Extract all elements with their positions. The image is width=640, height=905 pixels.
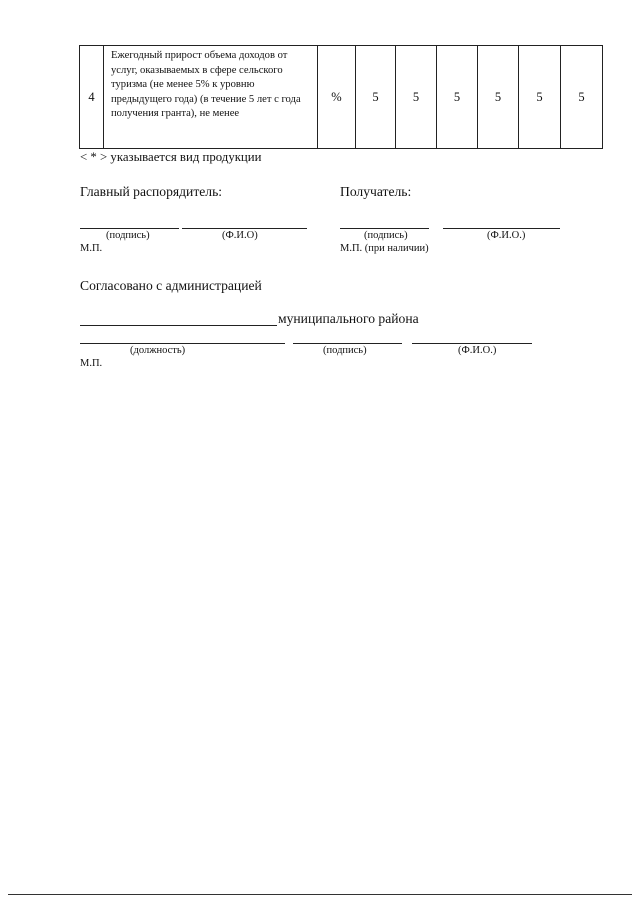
recipient-name-line (443, 228, 560, 229)
approval-stamp: М.П. (80, 358, 103, 369)
recipient-stamp: М.П. (при наличии) (340, 243, 429, 254)
position-line (80, 343, 285, 344)
row-value-4: 5 (478, 46, 519, 149)
chief-signature-line (80, 228, 179, 229)
row-unit: % (318, 46, 356, 149)
row-value-6: 5 (561, 46, 603, 149)
recipient-name-label: (Ф.И.О.) (487, 230, 526, 241)
approval-signature-line (293, 343, 402, 344)
row-value-3: 5 (437, 46, 478, 149)
row-value-5: 5 (519, 46, 561, 149)
recipient-signature-label: (подпись) (364, 230, 408, 241)
row-value-1: 5 (356, 46, 396, 149)
indicators-table (79, 45, 603, 149)
administration-line (80, 325, 277, 326)
chief-title: Главный распорядитель: (80, 184, 223, 199)
position-label: (должность) (130, 345, 186, 356)
approval-title: Согласовано с администрацией (80, 278, 262, 293)
page-bottom-rule (8, 894, 632, 895)
recipient-title: Получатель: (340, 184, 412, 199)
approval-name-label: (Ф.И.О.) (458, 345, 497, 356)
row-number: 4 (80, 46, 104, 149)
chief-name-line (182, 228, 307, 229)
chief-name-label: (Ф.И.О) (222, 230, 258, 241)
footnote: < * > указывается вид продукции (80, 150, 262, 164)
approval-signature-label: (подпись) (323, 345, 367, 356)
approval-district-suffix: муниципального района (278, 311, 419, 326)
table-row (80, 46, 603, 149)
chief-stamp: М.П. (80, 243, 103, 254)
recipient-signature-line (340, 228, 429, 229)
approval-name-line (412, 343, 532, 344)
row-value-2: 5 (396, 46, 437, 149)
row-description: Ежегодный прирост объема доходов от услуг, оказываемых в сфере сельского туризма (не менее 5% к уровню предыдущего года) (в течение 5 лет с года получения гранта), не менее (104, 46, 318, 149)
chief-signature-label: (подпись) (106, 230, 150, 241)
